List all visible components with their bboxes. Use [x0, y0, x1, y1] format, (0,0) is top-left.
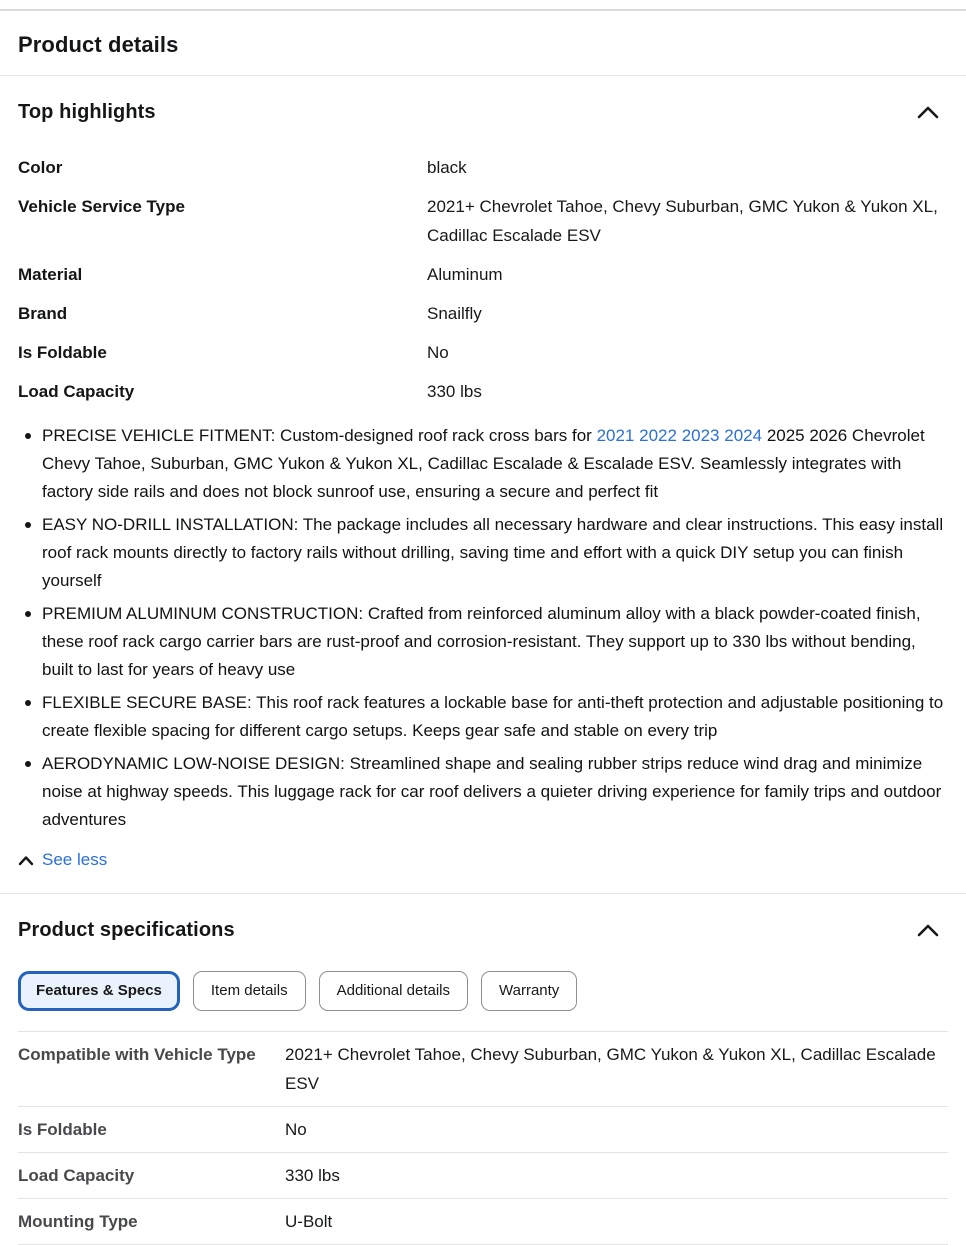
chevron-up-icon [917, 105, 939, 119]
bullet-dot-icon [25, 700, 31, 706]
see-less-link[interactable] [18, 850, 107, 870]
bullet-text: PREMIUM ALUMINUM CONSTRUCTION: Crafted from reinforced aluminum alloy with a black powder-coated finish, these roof rack cargo carrier bars are rust-proof and corrosion-resistant. They support up to 330 lbs without bending, built to last for years of heavy use [42, 604, 921, 679]
bullet-dot-icon [25, 522, 31, 528]
highlight-label: Material [18, 265, 83, 284]
highlight-label: Is Foldable [18, 343, 107, 362]
table-row [18, 1031, 948, 1106]
spec-value: 2021+ Chevrolet Tahoe, Chevy Suburban, GMC Yukon & Yukon XL, Cadillac Escalade ESV [285, 1045, 936, 1093]
spec-value: 330 lbs [285, 1166, 340, 1185]
highlight-value: Snailfly [427, 304, 482, 323]
spec-label: Compatible with Vehicle Type [18, 1045, 256, 1064]
tab-warranty[interactable]: Warranty [481, 971, 577, 1011]
table-row [18, 1198, 948, 1245]
list-item [18, 511, 948, 595]
table-row [18, 1152, 948, 1198]
highlight-value: No [427, 343, 449, 362]
feature-bullet-list [18, 422, 948, 834]
spec-label: Is Foldable [18, 1120, 107, 1139]
spec-value: No [285, 1120, 307, 1139]
list-item [18, 750, 948, 834]
list-item [18, 600, 948, 684]
tab-additional-details[interactable]: Additional details [319, 971, 468, 1011]
bullet-text-years: 2025 2026 [766, 426, 848, 445]
year-link-2022[interactable]: 2022 [639, 426, 677, 445]
bullet-dot-icon [25, 433, 31, 439]
see-less-label: See less [42, 850, 108, 869]
spec-label: Mounting Type [18, 1212, 138, 1231]
highlight-value: 2021+ Chevrolet Tahoe, Chevy Suburban, GMC Yukon & Yukon XL, Cadillac Escalade ESV [427, 197, 938, 245]
bullet-text-rest: Chevrolet Chevy Tahoe, Suburban, GMC Yukon & Yukon XL, Cadillac Escalade & Escalade ESV. Seamlessly integrates with factory side rails and does not block sunroof use, ensuring a secure and perfect fit [42, 426, 925, 501]
highlights-table [18, 153, 948, 406]
highlight-label: Load Capacity [18, 382, 135, 401]
list-item [18, 422, 948, 506]
spec-tab-bar [18, 971, 948, 1011]
spec-value: U-Bolt [285, 1212, 333, 1231]
year-link-2024[interactable]: 2024 [724, 426, 763, 445]
section-divider [0, 893, 966, 894]
highlight-label: Vehicle Service Type [18, 197, 185, 216]
spec-label: Load Capacity [18, 1166, 135, 1185]
top-highlights-header [18, 98, 948, 126]
spec-table [18, 1031, 948, 1245]
tab-item-details[interactable]: Item details [193, 971, 306, 1011]
highlight-value: Aluminum [427, 265, 503, 284]
section-divider [0, 75, 966, 76]
bullet-text [42, 422, 948, 506]
bullet-text: AERODYNAMIC LOW-NOISE DESIGN: Streamlined shape and sealing rubber strips reduce wind drag and minimize noise at highway speeds. This luggage rack for car roof delivers a quieter driving experience for family trips and outdoor adventures [42, 754, 942, 829]
highlight-value: black [427, 158, 467, 177]
product-specifications-header [18, 916, 948, 944]
highlight-value: 330 lbs [427, 382, 482, 401]
chevron-up-icon [917, 923, 939, 937]
top-highlights-title: Top highlights [18, 100, 156, 123]
product-specifications-collapse-button[interactable] [914, 916, 942, 944]
caret-up-icon [18, 855, 34, 866]
highlight-label: Brand [18, 304, 68, 323]
product-specifications-title: Product specifications [18, 918, 235, 941]
bullet-text: FLEXIBLE SECURE BASE: This roof rack features a lockable base for anti-theft protection and adjustable positioning to create flexible spacing for different cargo setups. Keeps gear safe and stable on every trip [42, 693, 944, 740]
top-divider [0, 9, 966, 11]
top-highlights-collapse-button[interactable] [914, 98, 942, 126]
year-link-2021[interactable]: 2021 [596, 426, 635, 445]
bullet-text: EASY NO-DRILL INSTALLATION: The package includes all necessary hardware and clear instructions. This easy install roof rack mounts directly to factory rails without drilling, saving time and effort with a quick DIY setup you can finish yourself [42, 515, 944, 590]
bullet-dot-icon [25, 761, 31, 767]
bullet-dot-icon [25, 611, 31, 617]
year-link-2023[interactable]: 2023 [681, 426, 720, 445]
list-item [18, 689, 948, 745]
bullet-text-lead: PRECISE VEHICLE FITMENT: Custom-designed roof rack cross bars for [42, 426, 592, 445]
highlight-label: Color [18, 158, 63, 177]
table-row [18, 1106, 948, 1152]
page-title: Product details [18, 32, 179, 57]
tab-features-and-specs[interactable]: Features & Specs [18, 971, 180, 1011]
